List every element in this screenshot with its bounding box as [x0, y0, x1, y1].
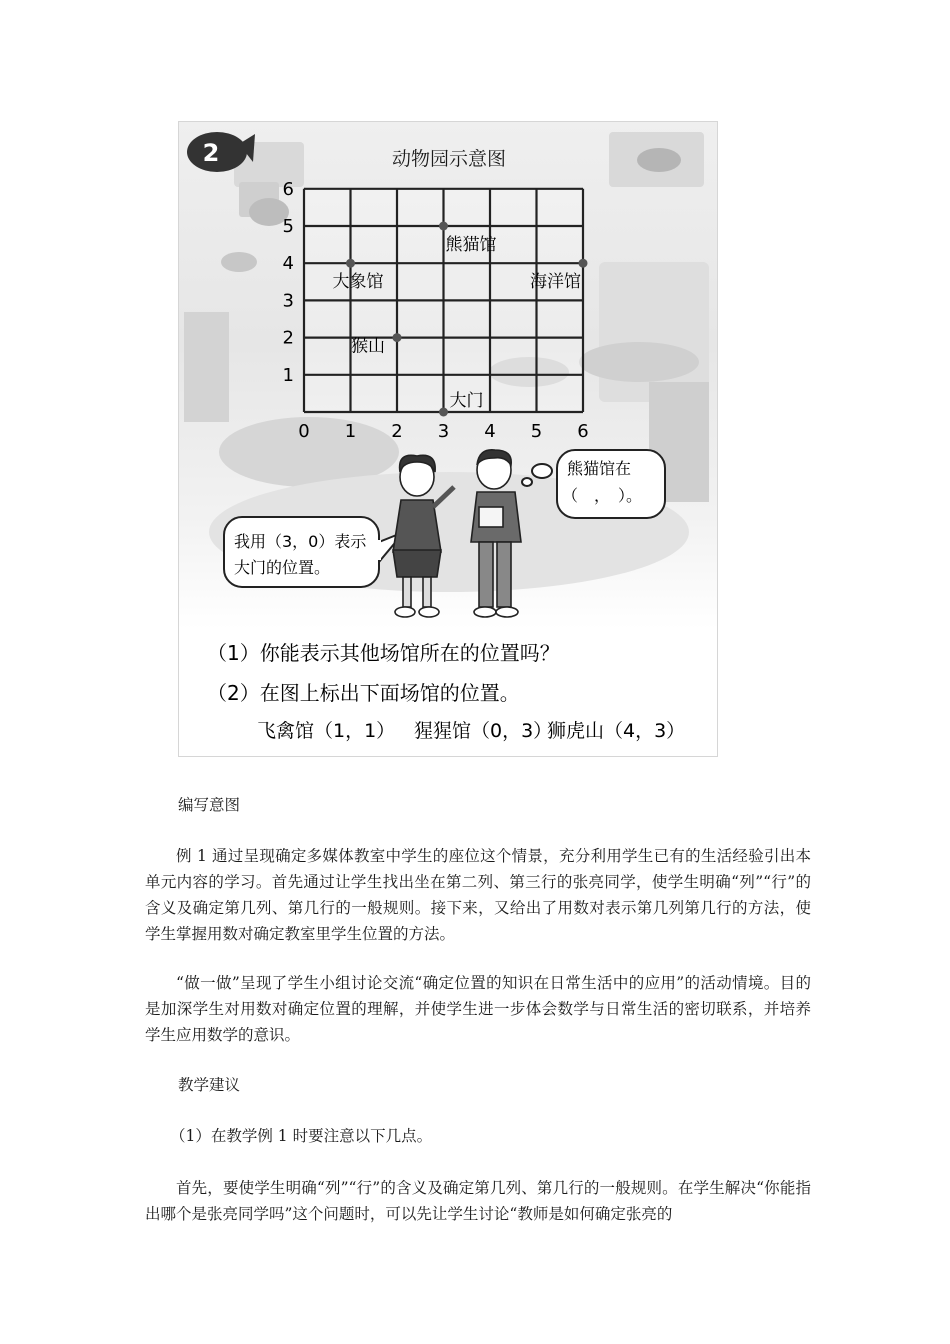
place-point: [439, 222, 448, 231]
place-point: [579, 259, 588, 268]
y-tick-label: 3: [282, 290, 294, 312]
figure-number: 2: [202, 139, 220, 167]
place-label: 大象馆: [332, 272, 384, 293]
place-label: 海洋馆: [530, 272, 581, 293]
zoo-diagram-figure: [178, 121, 718, 757]
place-point: [439, 408, 448, 417]
item-aviary: 飞禽馆（1，1）: [257, 720, 396, 742]
section-title-intent: 编写意图: [178, 796, 241, 814]
boy-bubble-line2: （ ， ）。: [562, 486, 643, 505]
y-tick-label: 4: [282, 253, 294, 275]
zoo-illustration: [179, 122, 717, 756]
x-tick-label: 3: [437, 421, 450, 442]
place-label: 猴山: [351, 336, 385, 357]
boy-bubble-line1: 熊猫馆在: [567, 459, 632, 478]
y-tick-label: 6: [282, 178, 294, 200]
place-point: [393, 333, 402, 342]
question-2: （2）在图上标出下面场馆的位置。: [207, 681, 520, 705]
x-tick-label: 5: [530, 421, 543, 442]
girl-bubble-line1: 我用（3，0）表示: [234, 532, 367, 551]
x-tick-label: 2: [391, 421, 403, 442]
figure-title: 动物园示意图: [391, 148, 507, 170]
y-tick-label: 2: [282, 327, 294, 349]
x-tick-label: 6: [577, 421, 589, 442]
question-1: （1）你能表示其他场馆所在的位置吗？: [207, 641, 560, 665]
girl-bubble-line2: 大门的位置。: [234, 558, 331, 577]
x-tick-label: 0: [298, 421, 310, 442]
girl-speech-bubble: [224, 517, 404, 587]
place-point: [346, 259, 355, 268]
y-tick-label: 1: [282, 364, 294, 386]
x-tick-label: 1: [344, 421, 357, 442]
suggestion-point-1: （1）在教学例 1 时要注意以下几点。: [170, 1127, 433, 1145]
place-label: 熊猫馆: [445, 235, 497, 255]
item-ape-house: 猩猩馆（0，3）: [414, 720, 553, 742]
paragraph-suggestion-1: 首先，要使学生明确“列”“行”的含义及确定第几列、第几行的一般规则。在学生解决“你能指出哪个是张亮同学吗”这个问题时，可以先让学生讨论“教师是如何确定张亮的: [145, 1179, 811, 1223]
place-label: 大门: [449, 391, 484, 411]
section-title-suggestions: 教学建议: [178, 1076, 241, 1094]
item-lion-tiger-hill: 狮虎山（4，3）: [547, 720, 686, 742]
paragraph-intent-1: 例 1 通过呈现确定多媒体教室中学生的座位这个情景，充分利用学生已有的生活经验引出本单元内容的学习。首先通过让学生找出坐在第二列、第三行的张亮同学，使学生明确“列”“行”的含义及确定第几列、第几行的一般规则。接下来，又给出了用数对表示第几列第几行的方法，使学生掌握用数对确定教室里学生位置的方法。: [145, 847, 811, 943]
x-tick-label: 4: [484, 421, 496, 442]
paragraph-intent-2: “做一做”呈现了学生小组讨论交流“确定位置的知识在日常生活中的应用”的活动情境。目的是加深学生对用数对确定位置的理解，并使学生进一步体会数学与日常生活的密切联系，并培养学生应用数学的意识。: [145, 974, 811, 1044]
y-tick-label: 5: [282, 216, 294, 237]
